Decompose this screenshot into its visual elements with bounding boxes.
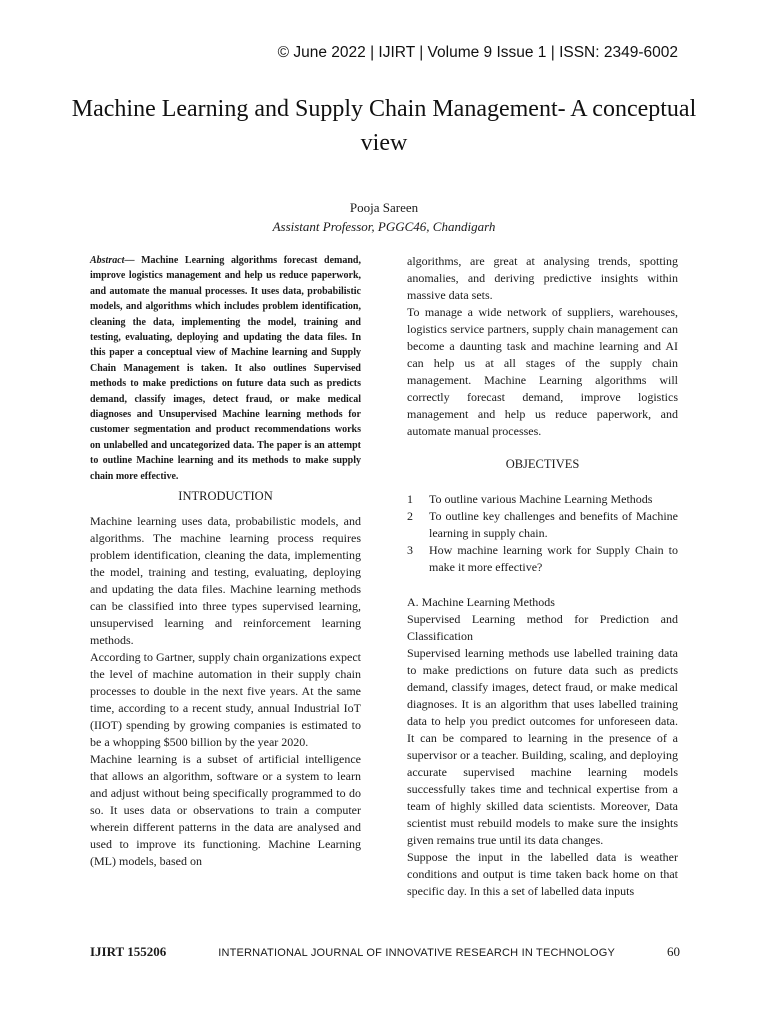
footer-paper-id: IJIRT 155206: [90, 944, 167, 959]
author-name: Pooja Sareen: [349, 200, 419, 215]
objectives-heading: OBJECTIVES: [505, 457, 580, 471]
left-column: [90, 253, 361, 870]
footer-journal-name: INTERNATIONAL JOURNAL OF INNOVATIVE RESEARCH IN TECHNOLOGY: [218, 947, 616, 959]
objective-item: [407, 491, 678, 508]
author-affiliation: Assistant Professor, PGGC46, Chandigarh: [272, 219, 496, 234]
intro-paragraph: According to Gartner, supply chain organizations expect the level of machine automation in their supply chain processes to double in the next five years. At the same time, according to a recent study, annual Industrial IoT (IIOT) spending by growing companies is estimated to be a whopping $500 billion by the year 2020.: [90, 650, 361, 750]
abstract-label: Abstract: [90, 255, 125, 266]
abstract-text: Machine Learning algorithms forecast demand, improve logistics management and help us reduce paperwork, and automate the manual processes. It uses data, probabilistic models, and algorithms which includes problem identification, cleaning the data, implementing the model, training and testing, evaluating, deploying and updating the data files. In this paper a conceptual view of Machine learning and Supply Chain Management is taken. It also outlines Supervised methods to make predictions on future data such as predicts demand, classify images, detect fraud, or make medical diagnoses and Unsupervised Machine learning methods for customer segmentation and product recommendations works on unlabelled and uncategorized data. The paper is an attempt to outline Machine learning and its methods to make supply chain more effective.: [90, 255, 361, 482]
page-number: 60: [666, 944, 680, 959]
section-a-heading: A. Machine Learning Methods: [407, 595, 555, 609]
objective-number: 1: [407, 492, 413, 506]
abstract-dash: —: [124, 255, 135, 266]
abstract: [90, 253, 361, 484]
objectives-list: [407, 491, 678, 576]
objective-text: To outline key challenges and benefits of Machine learning in supply chain.: [429, 509, 678, 540]
page-footer: [90, 944, 680, 960]
objective-number: 3: [407, 543, 413, 557]
introduction-heading: INTRODUCTION: [178, 489, 273, 504]
objective-number: 2: [407, 509, 413, 523]
section-a-paragraph: Suppose the input in the labelled data is weather conditions and output is time taken back home on that specific day. In this a set of labelled data inputs: [407, 850, 678, 898]
journal-header: © June 2022 | IJIRT | Volume 9 Issue 1 | ISSN: 2349-6002: [277, 44, 678, 61]
body-paragraph: algorithms, are great at analysing trends, spotting anomalies, and deriving predictive insights within massive data sets.: [407, 254, 678, 302]
intro-paragraph: Machine learning uses data, probabilistic models, and algorithms. The machine learning process requires problem identification, cleaning the data, implementing the model, training and testing, evaluating, deploying and updating the data files. Machine learning methods can be classified into three types supervised learning, unsupervised learning and reinforcement learning methods.: [90, 514, 361, 648]
objective-item: [407, 542, 678, 576]
section-a-paragraph: Supervised learning methods use labelled training data to make predictions on future data such as predicts demand, classify images, detect fraud, or make medical diagnoses. It is an algorithm that uses labelled training data to help you predict outcomes for unforeseen data. It can be compared to learning in the presence of a supervisor or a teacher. Building, scaling, and deploying accurate supervised machine learning models successfully takes time and technical expertise from a team of highly skilled data scientists. Moreover, Data scientist must rebuild models to make sure the insights given remains true until its data changes.: [407, 646, 678, 847]
section-a-subheading: Supervised Learning method for Prediction and Classification: [407, 612, 678, 643]
objective-item: [407, 508, 678, 542]
paper-title: Machine Learning and Supply Chain Management- A conceptual view: [71, 96, 697, 156]
body-paragraph: To manage a wide network of suppliers, warehouses, logistics service partners, supply chain management can become a daunting task and machine learning and AI can help us at all stages of the supply chain management. Machine Learning algorithms will correctly forecast demand, improve logistics management and help us reduce paperwork, and automate manual processes.: [407, 305, 678, 438]
right-column: [407, 253, 678, 900]
intro-paragraph: Machine learning is a subset of artificial intelligence that allows an algorithm, software or a system to learn and adjust without being specifically programmed to do so. It uses data or observations to train a computer wherein different patterns in the data are analysed and used to improve its functioning. Machine Learning (ML) models, based on: [90, 752, 361, 869]
objective-text: How machine learning work for Supply Chain to make it more effective?: [429, 543, 678, 574]
objective-text: To outline various Machine Learning Methods: [429, 492, 653, 506]
